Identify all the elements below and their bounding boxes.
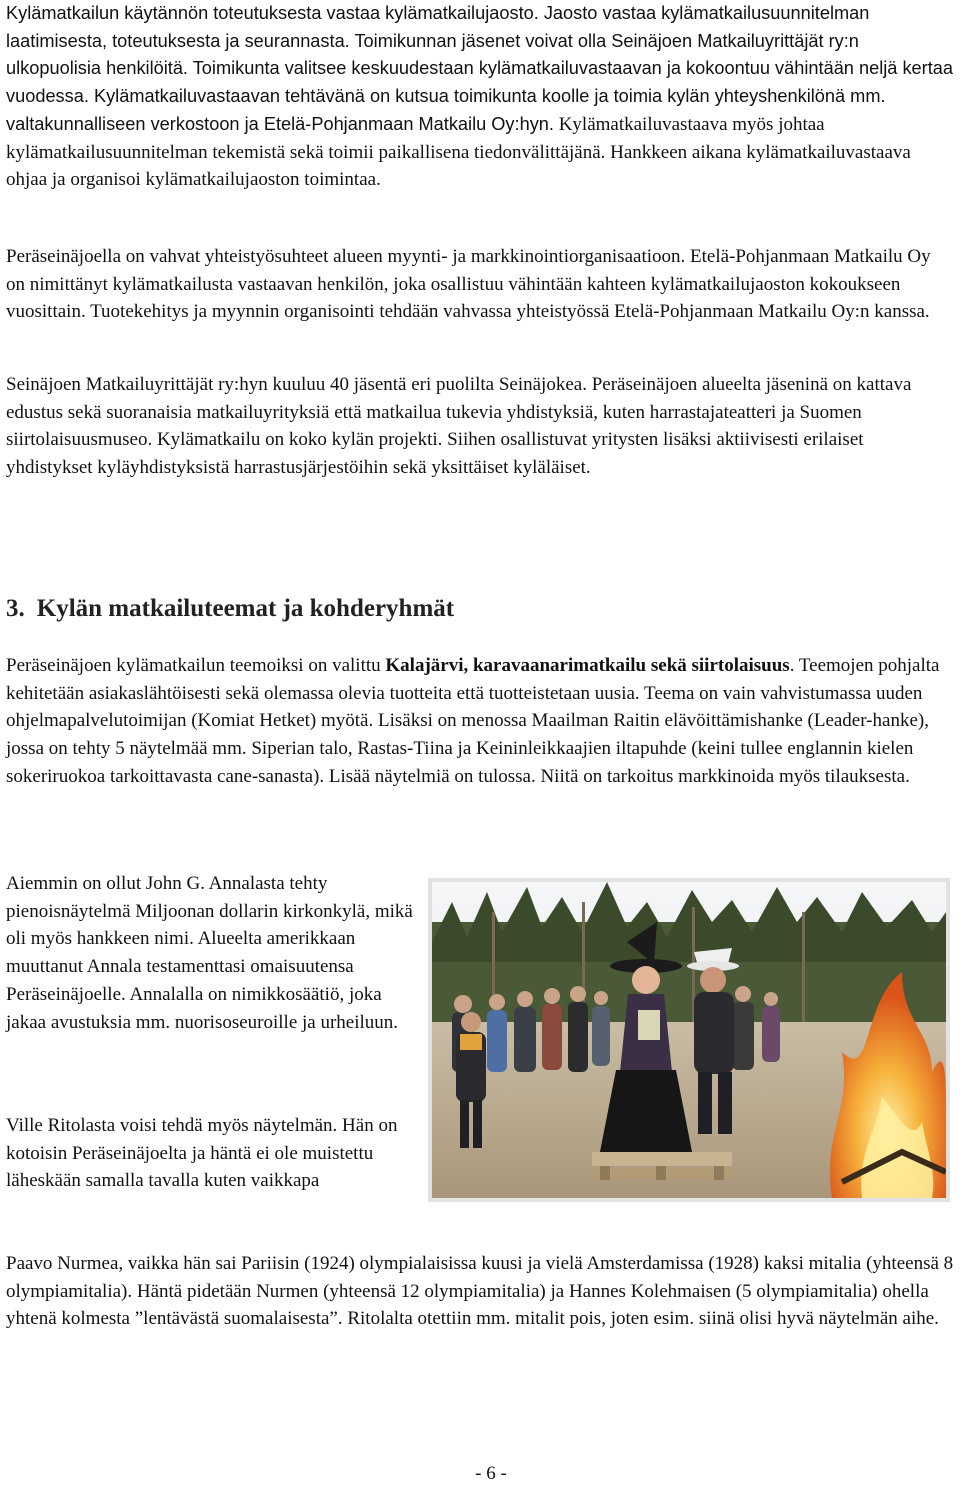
paragraph-ritola: Ville Ritolasta voisi tehdä myös näytelmän. Hän on kotoisin Peräseinäjoelta ja häntä ei ole muistettu läheskään samalla tavalla kuten vaikkapa	[6, 1115, 398, 1192]
paragraph-nurmi: Paavo Nurmea, vaikka hän sai Pariisin (1924) olympialaisissa kuusi ja vielä Amsterdamissa (1928) kaksi mitalia (yhteensä 8 olympiamitalia). Häntä pidetään Nurmen (yhteensä 12 olympiamitalia) ja Hannes Kolehmaisen (5 olympiamitalia) ohella yhtenä kolmesta ”lentävästä suomalaisesta”. Ritolalta otettiin mm. mitalit pois, joten esim. siinä olisi hyvä näytelmän aihe.	[6, 1253, 954, 1330]
section-title: Kylän matkailuteemat ja kohderyhmät	[36, 595, 455, 622]
paragraph-yhteistyo: Peräseinäjoella on vahvat yhteistyösuhteet alueen myynti- ja markkinointiorganisaatioon. Etelä-Pohjanmaan Matkailu Oy on nimittänyt kylämatkailusta vastaavan henkilön, joka osallistuu vähintään kahteen kylämatkailujaoston kokoukseen vuosittain. Tuotekehitys ja myynnin organisointi tehdään vahvassa yhteistyössä Etelä-Pohjanmaan Matkailu Oy:n kanssa.	[6, 246, 931, 323]
paragraph-teemat-rest: . Teemojen pohjalta kehitetään asiakaslähtöisesti sekä olemassa olevia tuotteita että tuotteistetaan uusia. Teema on vain vahvistumassa uuden ohjelmapalvelutoimijan (Komiat Hetket) myötä. Lisäksi on menossa Maailman Raitin elävöittämishanke (Leader-hanke), jossa on tehty 5 näytelmää mm. Siperian talo, Rastas-Tiina ja Keininleikkaajien iltapuhde (keini tullee englannin kielen sokeriruokoa tarkoittavasta cane-sanasta). Lisää näytelmiä on tulossa. Niitä on tarkoitus markkinoida myös tilauksesta.	[6, 655, 940, 787]
paragraph-matkailuyrittajat: Seinäjoen Matkailuyrittäjät ry:hyn kuuluu 40 jäsentä eri puolilta Seinäjokea. Peräseinäjoen alueelta jäseninä on kattava edustus sekä suoranaisia matkailuyrityksiä että matkailua tukevia yhdistyksiä, kuten harrastajateatteri ja Suomen siirtolaisuusmuseo. Kylämatkailu on koko kylän projekti. Siihen osallistuvat yritysten lisäksi aktiivisesti erilaiset yhdistykset kyläyhdistyksistä harrastusjärjestöihin sekä yksittäiset kyläläiset.	[6, 374, 912, 479]
paragraph-jaosto	[6, 0, 954, 194]
money-bill	[638, 1010, 660, 1040]
event-photo-illustration	[432, 882, 946, 1198]
paragraph-teemat	[6, 652, 954, 791]
section-number: 3.	[6, 595, 25, 622]
page-number: - 6 -	[475, 1463, 507, 1484]
paragraph-teemat-bold: Kalajärvi, karavaanarimatkailu sekä siirtolaisuus	[385, 655, 790, 676]
paragraph-annala: Aiemmin on ollut John G. Annalasta tehty pienoisnäytelmä Miljoonan dollarin kirkonkylä, mikä oli myös hankkeen nimi. Alueelta amerikkaan muuttanut Annala testamenttasi omaisuutensa Peräseinäjoelle. Annalalla on nimikkosäätiö, joka jakaa avustuksia mm. nuorisoseuroille ja urheiluun.	[6, 873, 413, 1033]
document-page	[6, 0, 954, 1486]
paragraph-teemat-intro: Peräseinäjoen kylämatkailun teemoiksi on valittu	[6, 655, 386, 676]
paragraph-jaosto-part-b: Kylämatkailuvastaava myös johtaa kylämatkailusuunnitelman tekemistä sekä toimii paikallisena tiedonvälittäjänä. Hankkeen aikana kylämatkailuvastaava ohjaa ja organisoi kylämatkailujaoston toimintaa.	[6, 113, 911, 191]
event-photo	[428, 878, 950, 1202]
paragraph-jaosto-part-a: Kylämatkailun käytännön toteutuksesta vastaa kylämatkailujaosto. Jaosto vastaa kylämatkailusuunnitelman laatimisesta, toteutuksesta ja seurannasta. Toimikunnan jäsenet voivat olla Seinäjoen Matkailuyrittäjät ry:n ulkopuolisia henkilöitä. Toimikunta valitsee keskuudestaan kylämatkailuvastaavan ja kokoontuu vähintään neljä kertaa vuodessa. Kylämatkailuvastaavan tehtävänä on kutsua toimikunta koolle ja toimia kylän yhteyshenkilönä mm. valtakunnalliseen verkostoon ja Etelä-Pohjanmaan Matkailu Oy:hyn.	[6, 3, 954, 134]
section-heading	[6, 592, 454, 626]
wooden-pallet	[592, 1152, 732, 1180]
